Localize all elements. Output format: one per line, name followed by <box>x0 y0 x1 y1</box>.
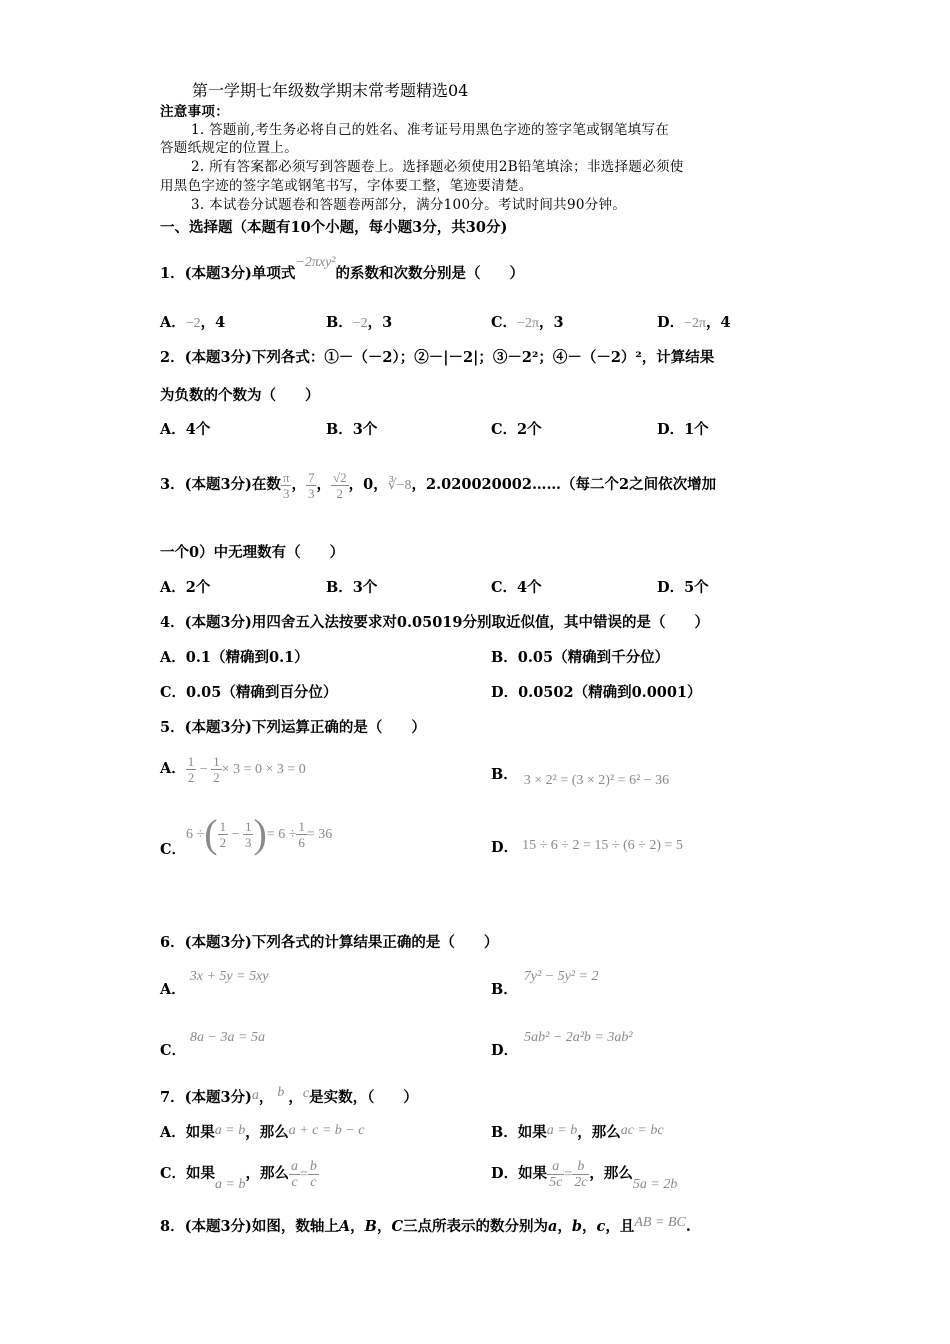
q3-option-a[interactable]: A．2个 <box>160 579 211 596</box>
q8-stem: 8．(本题3分)如图，数轴上A，B，C三点所表示的数分别为a，b，c，且AB = BC. <box>160 1215 691 1235</box>
q2-stem-line2: 为负数的个数为（ ） <box>160 387 320 404</box>
q7-option-a[interactable]: A．如果a = b，那么a + c = b − c <box>160 1123 365 1141</box>
q3-frac-sqrt2-2: $\frac{√2}{2}$ <box>332 469 347 501</box>
q1-expression: −2πxy² <box>295 255 336 270</box>
q1-option-c[interactable]: C．−2π，3 <box>491 314 564 331</box>
q6-option-d[interactable]: D．5ab² − 2a²b = 3ab² <box>491 1030 633 1059</box>
q4-stem: 4．(本题3分)用四舍五入法按要求对0.05019分别取近似值，其中错误的是（ ） <box>160 614 709 631</box>
q3-option-c[interactable]: C．4个 <box>491 579 542 596</box>
q3-cube-root: ∛−8 <box>387 478 412 493</box>
q4-option-a[interactable]: A．0.1（精确到0.1） <box>160 649 309 666</box>
q6-stem: 6．(本题3分)下列各式的计算结果正确的是（ ） <box>160 934 499 951</box>
q2-option-c[interactable]: C．2个 <box>491 421 542 438</box>
q4-option-d[interactable]: D．0.0502（精确到0.0001） <box>491 684 702 701</box>
q1-suffix: 的系数和次数分别是（ ） <box>335 265 524 282</box>
q6-option-b[interactable]: B．7y² − 5y² = 2 <box>491 969 599 998</box>
q6-option-c[interactable]: C．8a − 3a = 5a <box>160 1030 265 1059</box>
q2-option-a[interactable]: A．4个 <box>160 421 211 438</box>
q1-option-a[interactable]: A．−2，4 <box>160 314 226 331</box>
q3-stem-line1: 3．(本题3分)在数 $\frac{\pi}{3}$ ， $\frac{7}{3}$ ， $\frac{√2}{2}$ ，0，∛−8，2.020020002……（每二个2之间依次增加 <box>160 469 717 501</box>
q7-option-d[interactable]: D．如果 $\frac{a}{5c}$ = $\frac{b}{2c}$ ，那么5a = 2b <box>491 1158 678 1192</box>
q3-frac-7-3: $\frac{7}{3}$ <box>307 469 315 501</box>
q3-option-d[interactable]: D．5个 <box>657 579 709 596</box>
q1-option-b[interactable]: B．−2，3 <box>326 314 393 331</box>
notice-1b: 答题纸规定的位置上。 <box>160 140 298 156</box>
q5-option-c[interactable]: C．6 ÷( $\frac{1}{2}$ − $\frac{1}{3}$ )= 6 ÷ $\frac{1}{6}$ = 36 <box>160 811 333 858</box>
q6-option-a[interactable]: A．3x + 5y = 5xy <box>160 969 269 998</box>
notice-1a: 1. 答题前,考生务必将自己的姓名、准考证号用黑色字迹的签字笔或钢笔填写在 <box>191 122 670 138</box>
q3-frac-pi-3: $\frac{\pi}{3}$ <box>282 469 290 501</box>
notice-2a: 2. 所有答案都必须写到答题卷上。选择题必须使用2B铅笔填涂；非选择题必须使 <box>191 159 684 175</box>
q3-stem-line2: 一个0）中无理数有（ ） <box>160 544 345 561</box>
notice-heading: 注意事项： <box>160 104 229 120</box>
q2-option-b[interactable]: B．3个 <box>326 421 378 438</box>
q7-option-c[interactable]: C．如果a = b，那么 $\frac{a}{c}$ = $\frac{b}{c}$ <box>160 1158 317 1192</box>
q4-option-c[interactable]: C．0.05（精确到百分位） <box>160 684 338 701</box>
q2-stem-line1: 2．(本题3分)下列各式：①－（－2）；②－|－2|；③－2²；④－（－2）²，计算结果 <box>160 349 715 366</box>
q5-option-a[interactable]: A． $\frac{1}{2}$ − $\frac{1}{2}$ × 3 = 0 × 3 = 0 <box>160 753 306 785</box>
q1-stem <box>160 255 524 283</box>
q1-option-d[interactable]: D．−2π，4 <box>657 314 731 331</box>
q5-option-d[interactable]: D． 15 ÷ 6 ÷ 2 = 15 ÷ (6 ÷ 2) = 5 <box>491 838 683 856</box>
q3-option-b[interactable]: B．3个 <box>326 579 378 596</box>
q7-stem: 7．(本题3分)a， b ，c是实数，（ ） <box>160 1085 418 1106</box>
notice-2b: 用黑色字迹的签字笔或钢笔书写，字体要工整，笔迹要清楚。 <box>160 178 533 194</box>
page-title: 第一学期七年级数学期末常考题精选04 <box>192 81 469 100</box>
q5-stem: 5．(本题3分)下列运算正确的是（ ） <box>160 719 426 736</box>
notice-3: 3. 本试卷分试题卷和答题卷两部分，满分100分。考试时间共90分钟。 <box>191 197 627 213</box>
q2-option-d[interactable]: D．1个 <box>657 421 709 438</box>
q1-prefix: 1．(本题3分)单项式 <box>160 265 296 282</box>
section-title: 一、选择题（本题有10个小题，每小题3分，共30分) <box>160 219 508 236</box>
q7-option-b[interactable]: B．如果a = b，那么ac = bc <box>491 1123 664 1141</box>
q4-option-b[interactable]: B．0.05（精确到千分位） <box>491 649 670 666</box>
q5-option-b[interactable]: B． 3 × 2² = (3 × 2)² = 6² − 36 <box>491 766 670 788</box>
